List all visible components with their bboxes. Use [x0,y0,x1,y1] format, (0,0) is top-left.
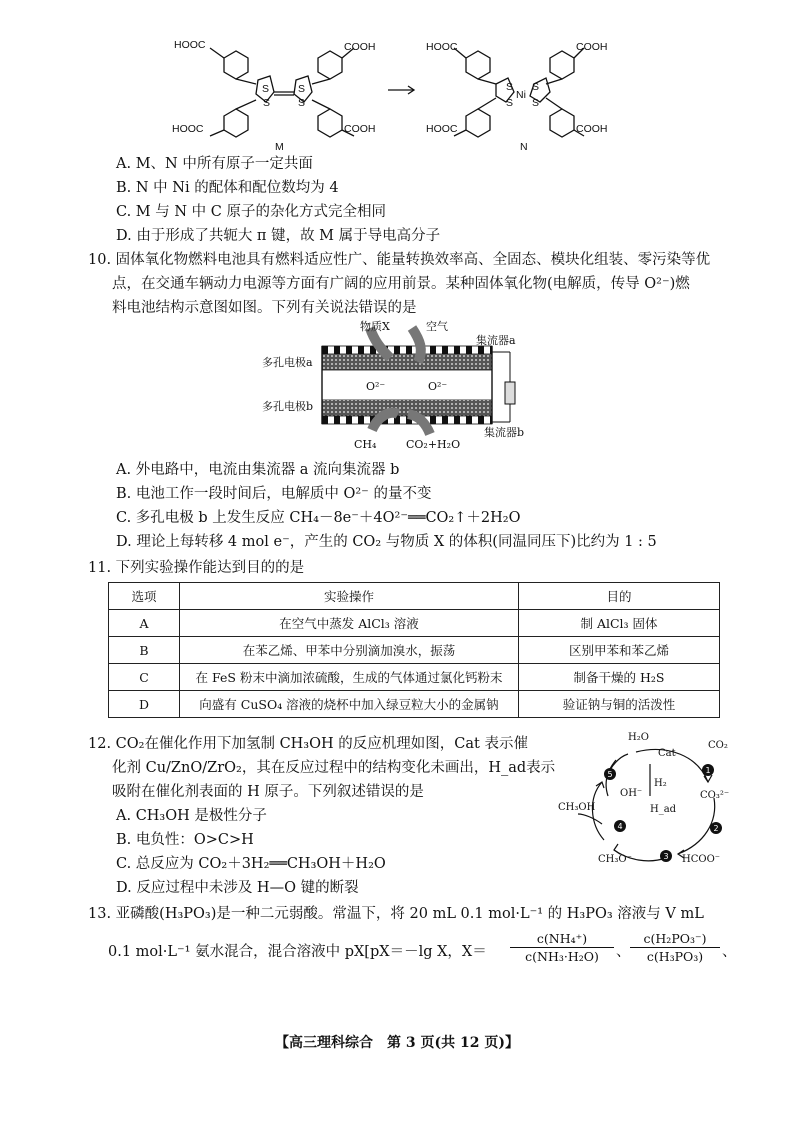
q12-label-oh: OH⁻ [620,788,643,799]
q9-m-s1: S [262,83,270,95]
q10-label-collector-b: 集流器b [484,426,525,439]
q9-m-cooh-top: COOH [344,41,376,53]
q9-option-d: D. 由于形成了共轭大 π 键，故 M 属于导电高分子 [116,228,441,244]
q11-cell: 在苯乙烯、甲苯中分别滴加溴水，振荡 [180,637,519,664]
q10-option-a: A. 外电路中，电流由集流器 a 流向集流器 b [116,462,400,478]
q9-m-s3: S [298,83,306,95]
q9-m-hooc-top: HOOC [174,39,206,51]
q13-frac2-numerator: c(H₂PO₃⁻) [630,930,720,948]
table-row [109,610,720,637]
q9-m-s4: S [298,97,306,109]
q12-label-had: H_ad [650,804,677,815]
q11-cell: 在 FeS 粉末中滴加浓硫酸，生成的气体通过氯化钙粉末 [180,664,519,691]
q10-label-products: CO₂+H₂O [406,438,461,451]
q11-cell: 向盛有 CuSO₄ 溶液的烧杯中加入绿豆粒大小的金属钠 [180,691,519,718]
q9-n-s1: S [506,81,514,93]
q10-stem-line3: 料电池结构示意图如图。下列有关说法错误的是 [112,300,417,316]
q9-option-b: B. N 中 Ni 的配体和配位数均为 4 [116,180,339,196]
q11-header-operation: 实验操作 [180,583,519,610]
q11-cell: 制 AlCl₃ 固体 [519,610,720,637]
q12-step-3: 3 [663,852,669,861]
q10-label-electrode-b: 多孔电极b [262,400,314,413]
q10-fuel-cell-diagram [262,318,532,458]
q11-table-header [109,583,720,610]
q10-label-collector-a: 集流器a [476,334,516,347]
q9-option-a: A. M、N 中所有原子一定共面 [116,156,313,172]
q10-label-air: 空气 [426,320,448,333]
q13-stem-line2: 0.1 mol·L⁻¹ 氨水混合，混合溶液中 pX[pX＝－lg X，X＝ [108,944,487,960]
q12-stem-line1: 12. CO₂在催化作用下加氢制 CH₃OH 的反应机理如图，Cat 表示催 [88,736,528,752]
q12-step-5: 5 [607,770,613,779]
q12-stem-line3: 吸附在催化剂表面的 H 原子。下列叙述错误的是 [112,784,424,800]
q12-option-b: B. 电负性：O>C>H [116,832,254,848]
q12-label-co3: CO₃²⁻ [700,790,730,801]
q13-frac2-denominator: c(H₃PO₃) [646,949,704,964]
q11-cell: B [109,637,180,664]
q11-header-option: 选项 [109,583,180,610]
q10-option-d: D. 理论上每转移 4 mol e⁻，产生的 CO₂ 与物质 X 的体积(同温同压下)比约为 1 : 5 [116,534,657,550]
q12-step-2: 2 [713,824,719,833]
q10-stem-line1: 10. 固体氧化物燃料电池具有燃料适应性广、能量转换效率高、全固态、模块化组装、零污染等优 [88,252,711,268]
q11-cell: 区别甲苯和苯乙烯 [519,637,720,664]
q13-separator-1: 、 [616,944,631,960]
q10-label-ch4: CH₄ [354,438,377,451]
q12-option-d: D. 反应过程中未涉及 H—O 键的断裂 [116,880,359,896]
q13-separator-2: 、 [722,944,737,960]
q12-step-1: 1 [705,766,711,775]
q12-label-ch3oh: CH₃OH [558,802,596,813]
q9-n-hooc-bottom: HOOC [426,123,458,135]
q9-molecule-figure [170,34,630,152]
q11-table [108,582,720,718]
q12-stem-line2: 化剂 Cu/ZnO/ZrO₂，其在反应过程中的结构变化未画出，H_ad表示 [112,760,556,776]
q11-cell: C [109,664,180,691]
q10-label-substance-x: 物质X [360,320,390,333]
q9-label-n: N [520,141,528,152]
q11-header-purpose: 目的 [519,583,720,610]
q10-label-electrode-a: 多孔电极a [262,356,313,369]
q12-option-a: A. CH₃OH 是极性分子 [116,808,267,824]
q9-n-s4: S [532,97,540,109]
q12-label-h2: H₂ [654,778,667,789]
q9-n-hooc-top: HOOC [426,41,458,53]
q12-label-hcoo: HCOO⁻ [682,854,721,865]
q9-m-hooc-bottom: HOOC [172,123,204,135]
q13-fraction-2 [630,930,720,965]
q10-label-o2-left: O²⁻ [366,380,386,393]
q10-label-o2-right: O²⁻ [428,380,448,393]
q13-frac1-denominator: c(NH₃·H₂O) [525,949,599,964]
q10-option-c: C. 多孔电极 b 上发生反应 CH₄－8e⁻＋4O²⁻══CO₂↑＋2H₂O [116,510,521,526]
q11-cell: 制备干燥的 H₂S [519,664,720,691]
q10-option-b: B. 电池工作一段时间后，电解质中 O²⁻ 的量不变 [116,486,432,502]
q10-stem-line2: 点，在交通车辆动力电源等方面有广阔的应用前景。某种固体氧化物(电解质，传导 O²⁻)燃 [112,276,690,292]
q12-cycle-diagram [558,726,738,874]
table-row [109,664,720,691]
page-footer: 【高三理科综合 第 3 页(共 12 页)】 [275,1035,519,1051]
q9-option-c: C. M 与 N 中 C 原子的杂化方式完全相同 [116,204,386,220]
q11-cell: 在空气中蒸发 AlCl₃ 溶液 [180,610,519,637]
q9-n-ni: Ni [516,89,526,101]
q12-label-co2: CO₂ [708,740,728,751]
q9-n-s3: S [532,81,540,93]
q11-cell: D [109,691,180,718]
q9-n-cooh-top: COOH [576,41,608,53]
q12-label-ch3o: CH₃O⁻ [598,854,632,865]
q11-cell: 验证钠与铜的活泼性 [519,691,720,718]
q13-frac1-numerator: c(NH₄⁺) [510,930,614,948]
q9-n-s2: S [506,97,514,109]
table-row [109,637,720,664]
table-row [109,691,720,718]
q9-label-m: M [275,141,284,152]
q9-n-cooh-bottom: COOH [576,123,608,135]
q12-label-cat: Cat [658,748,676,759]
q12-step-4: 4 [617,822,623,831]
q13-stem-line1: 13. 亚磷酸(H₃PO₃)是一种二元弱酸。常温下，将 20 mL 0.1 mol·L⁻¹ 的 H₃PO₃ 溶液与 V mL [88,906,704,922]
q12-option-c: C. 总反应为 CO₂＋3H₂══CH₃OH＋H₂O [116,856,386,872]
q9-m-cooh-bottom: COOH [344,123,376,135]
q9-m-s2: S [263,97,271,109]
q12-label-h2o: H₂O [628,732,649,743]
q11-stem: 11. 下列实验操作能达到目的的是 [88,560,305,576]
q13-fraction-1 [510,930,614,965]
q11-cell: A [109,610,180,637]
